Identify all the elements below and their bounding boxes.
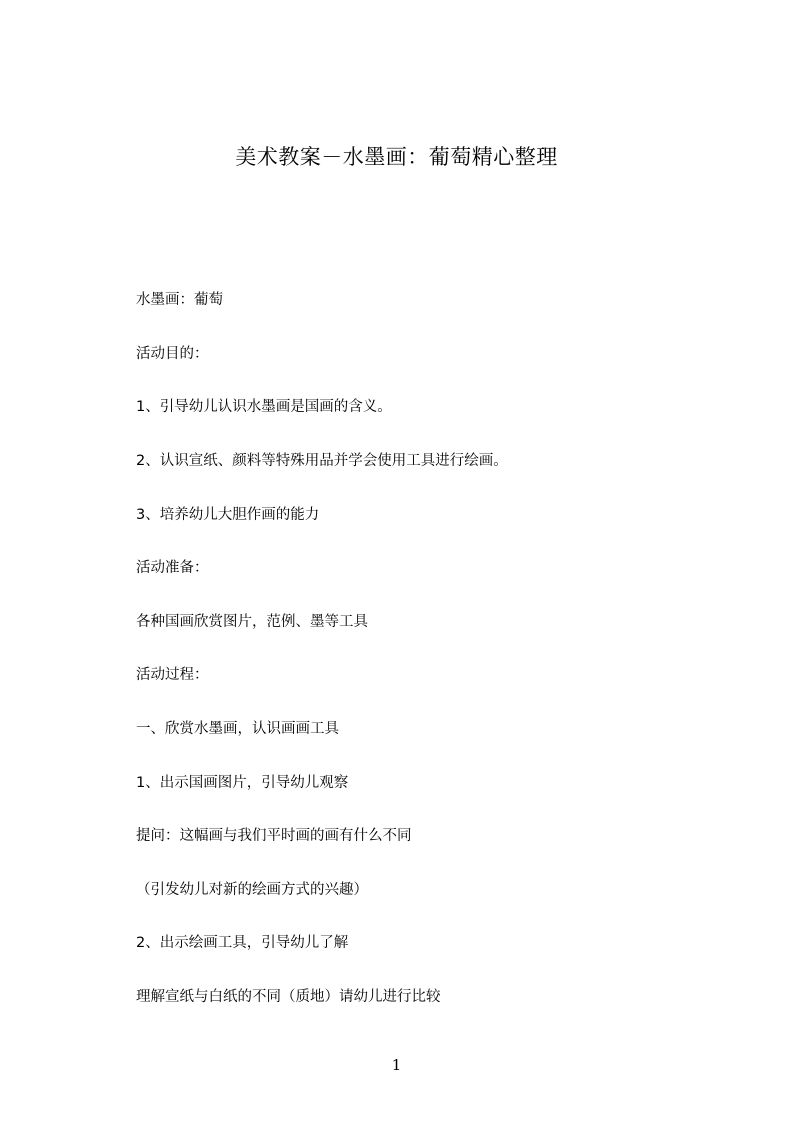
paragraph-question: 提问：这幅画与我们平时画的画有什么不同 bbox=[136, 828, 412, 844]
paragraph-activity-goals-heading: 活动目的： bbox=[136, 346, 209, 362]
page-number: 1 bbox=[391, 1056, 402, 1074]
paragraph-compare: 理解宣纸与白纸的不同（质地）请幼儿进行比较 bbox=[136, 989, 441, 1005]
paragraph-preparation: 各种国画欣赏图片，范例、墨等工具 bbox=[136, 614, 368, 630]
paragraph-step-1: 1、出示国画图片，引导幼儿观察 bbox=[136, 775, 349, 791]
paragraph-goal-1: 1、引导幼儿认识水墨画是国画的含义。 bbox=[136, 399, 392, 415]
document-title: 美术教案－水墨画：葡萄精心整理 bbox=[235, 145, 558, 169]
paragraph-subtitle: 水墨画：葡萄 bbox=[136, 292, 223, 308]
paragraph-section-1: 一、欣赏水墨画，认识画画工具 bbox=[136, 721, 339, 737]
paragraph-process-heading: 活动过程： bbox=[136, 667, 209, 683]
paragraph-step-2: 2、出示绘画工具，引导幼儿了解 bbox=[136, 935, 349, 951]
paragraph-note: （引发幼儿对新的绘画方式的兴趣） bbox=[136, 882, 368, 898]
paragraph-goal-2: 2、认识宣纸、颜料等特殊用品并学会使用工具进行绘画。 bbox=[136, 453, 508, 469]
paragraph-goal-3: 3、培养幼儿大胆作画的能力 bbox=[136, 507, 320, 523]
paragraph-preparation-heading: 活动准备： bbox=[136, 560, 209, 576]
